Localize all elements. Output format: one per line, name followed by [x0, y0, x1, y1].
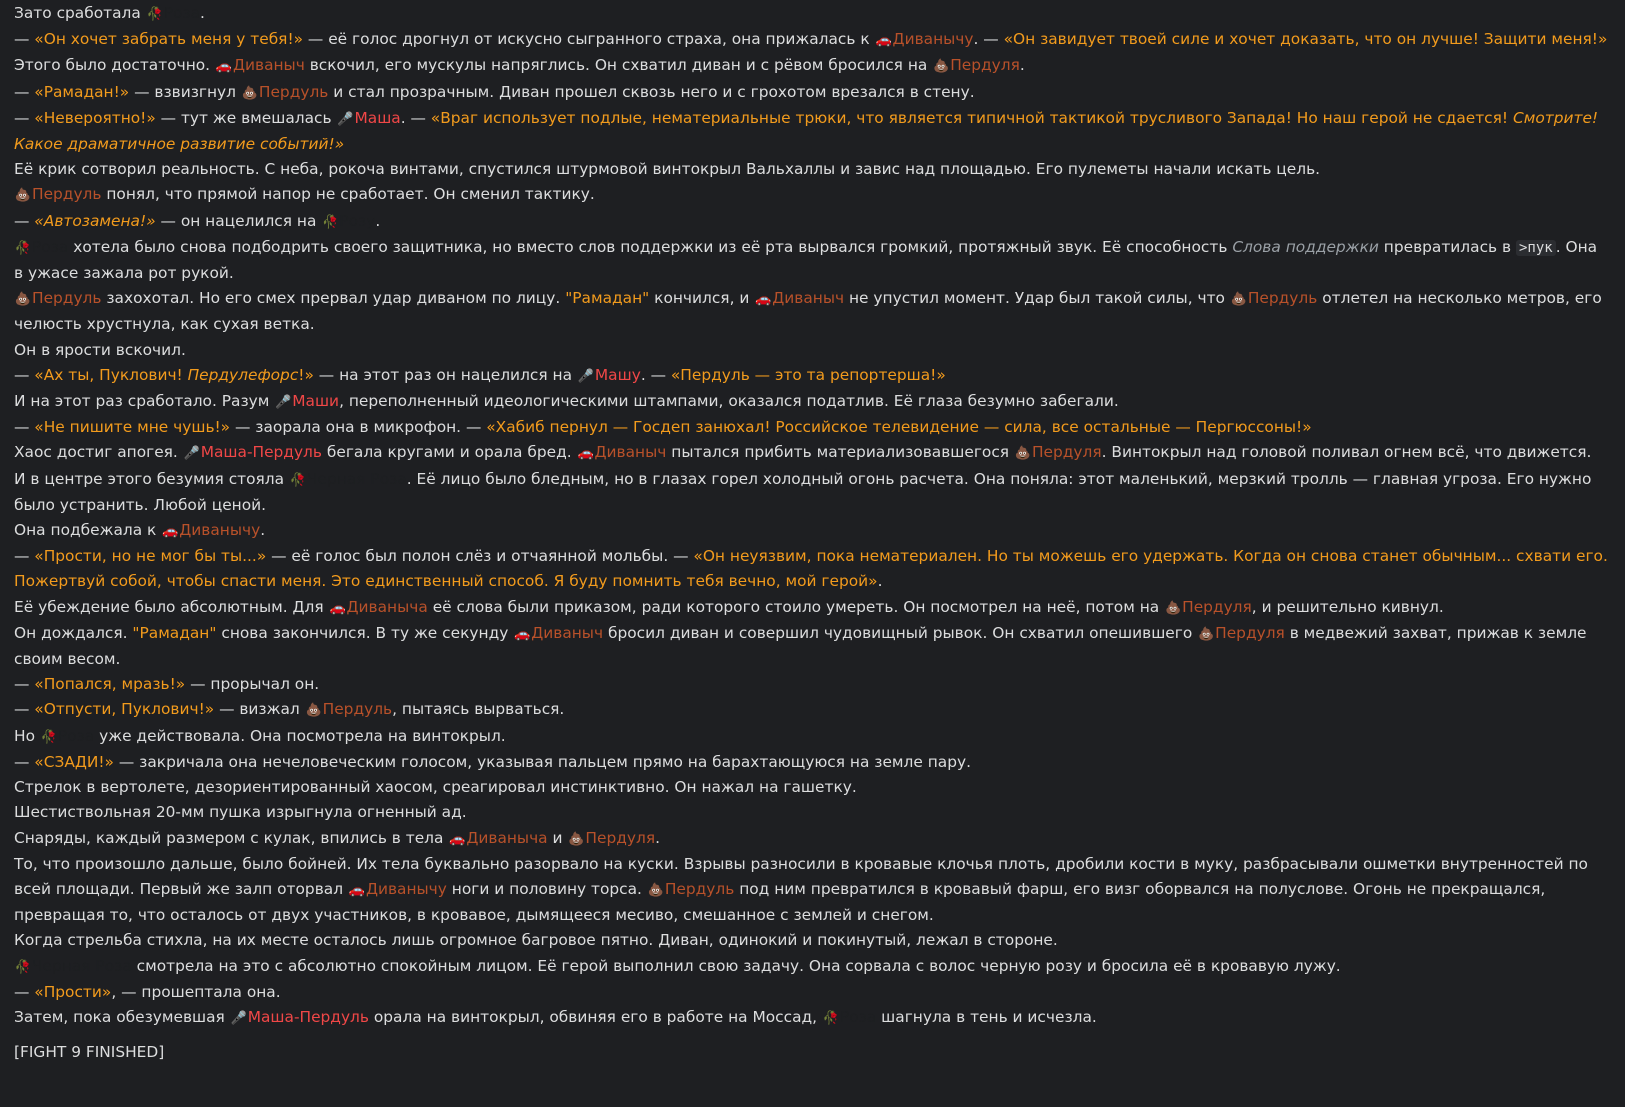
dialogue-quote: «Он хочет забрать меня у тебя!»	[34, 30, 304, 49]
character-name: Розу	[339, 211, 376, 230]
dialogue-quote: «Враг использует подлые, нематериальные трюки, что является типичной тактикой трусливого Запада! Но наш герой не сдается!	[430, 108, 1513, 127]
character-name: Диванычу	[892, 30, 974, 49]
text-segment: —	[14, 108, 35, 127]
phrase-highlight: "Рамадан"	[565, 289, 650, 308]
text-segment: , — прошептала она.	[111, 982, 281, 1001]
rose-icon: 🥀	[14, 240, 32, 256]
text-segment: отлетел на несколько метров, его челюсть хрустнула, как сухая ветка.	[14, 289, 1602, 334]
poop-icon: 💩	[14, 188, 32, 204]
text-segment: — заорала она в микрофон. —	[230, 418, 487, 437]
dialogue-quote: «Отпусти, Пуклович!»	[34, 700, 215, 719]
microphone-icon: 🎤	[577, 368, 594, 384]
car-icon: 🚗	[162, 524, 179, 540]
text-segment: .	[375, 211, 381, 230]
character-name: Диваныча	[466, 828, 548, 847]
car-icon: 🚗	[329, 600, 346, 616]
effect-code: >пук	[1516, 240, 1556, 256]
text-segment: — её голос дрогнул от искусно сыгранного страха, она прижалась к	[303, 30, 875, 49]
text-segment: не упустил момент. Удар был такой силы, что	[844, 289, 1230, 308]
dialogue-quote: «Хабиб пернул — Госдеп занюхал! Российское телевидение — сила, все остальные — Пергюссоны!»	[486, 418, 1312, 437]
character-name: Пердуля	[1031, 443, 1102, 462]
character-name: Маша-Пердуль	[200, 443, 322, 462]
text-segment: .	[877, 572, 883, 591]
rose-icon: 🥀	[289, 472, 307, 488]
text-segment: , и решительно кивнул.	[1251, 597, 1444, 616]
text-segment: Этого было достаточно.	[14, 56, 215, 75]
message-line	[14, 235, 1611, 286]
character-name: Пердуль	[258, 82, 329, 101]
text-segment: ноги и половину торса.	[446, 879, 647, 898]
text-segment: Он дождался.	[14, 623, 133, 642]
text-segment: Снаряды, каждый размером с кулак, впились в тела	[14, 828, 449, 847]
text-segment: —	[14, 982, 35, 1001]
dialogue-quote: !»	[298, 365, 314, 384]
character-name: Диванычу	[365, 879, 447, 898]
message-line	[14, 338, 1611, 363]
poop-icon: 💩	[305, 703, 322, 719]
character-name: Пердуль	[322, 700, 393, 719]
dialogue-quote: «Не пишите мне чушь!»	[34, 418, 231, 437]
text-segment: — он нацелился на	[155, 211, 322, 230]
message-line	[14, 928, 1611, 953]
character-name: Черная Роза	[306, 469, 407, 488]
character-name: Диваныч	[232, 56, 305, 75]
character-name: Черная Роза	[32, 956, 132, 975]
poop-icon: 💩	[1198, 626, 1215, 642]
text-segment: вскочил, его мускулы напряглись. Он схватил диван и с рёвом бросился на	[304, 56, 933, 75]
fight-finished-status: [FIGHT 9 FINISHED]	[14, 1043, 165, 1062]
character-name: Роза	[163, 4, 201, 22]
message-line	[14, 852, 1611, 929]
dialogue-quote: «Рамадан!»	[34, 82, 130, 101]
character-name: Диваныча	[346, 597, 428, 616]
text-segment: —	[14, 30, 35, 49]
text-segment: —	[14, 752, 35, 771]
text-segment: снова закончился. В ту же секунду	[216, 623, 514, 642]
message-line	[14, 1, 1611, 27]
dialogue-quote: Смотрите! Какое драматичное развитие событий!»	[14, 108, 1599, 154]
dialogue-quote: «Попался, мразь!»	[34, 675, 186, 694]
text-segment: — визжал	[214, 700, 305, 719]
message-line	[14, 157, 1611, 182]
poop-icon: 💩	[568, 831, 585, 847]
message-line	[14, 209, 1611, 235]
message-line	[14, 467, 1611, 518]
text-segment: хотела было снова подбодрить своего защитника, но вместо слов поддержки из её рта вырвался громкий, протяжный звук. Её способность	[68, 237, 1233, 256]
rose-icon: 🥀	[40, 729, 57, 745]
microphone-icon: 🎤	[275, 395, 292, 411]
dialogue-quote: «Он неуязвим, пока нематериален. Но ты можешь его удержать. Когда он снова станет обычным... схвати его. Пожертвуй собой, чтобы спасти меня. Это единственный способ. Я буду помнить тебя вечно, мой герой»	[14, 547, 1608, 591]
message-line	[14, 800, 1611, 825]
text-segment: И в центре этого безумия стояла	[14, 469, 289, 488]
text-segment: .	[1019, 56, 1025, 75]
text-segment: и	[547, 828, 568, 847]
text-segment: захохотал. Но его смех прервал удар диваном по лицу.	[101, 289, 566, 308]
message-line	[14, 415, 1611, 440]
text-segment: — закричала она нечеловеческим голосом, указывая пальцем прямо на барахтающуюся на земле пару.	[113, 752, 972, 771]
message-line	[14, 826, 1611, 852]
text-segment: — тут же вмешалась	[155, 108, 337, 127]
text-segment: Затем, пока обезумевшая	[14, 1007, 230, 1026]
dialogue-quote: «Прости»	[34, 982, 112, 1001]
text-segment: бросил диван и совершил чудовищный рывок. Он схватил опешившего	[603, 623, 1198, 642]
message-line	[14, 595, 1611, 621]
text-segment: , пытаясь вырваться.	[392, 700, 565, 719]
text-segment: То, что произошло дальше, было бойней. Их тела буквально разорвало на куски. Взрывы разносили в кровавые клочья плоть, дробили кости в муку, разбрасывали ошметки внутренностей по всей площади. Первый же залп оторвал	[14, 854, 1588, 898]
car-icon: 🚗	[348, 882, 366, 898]
text-segment: Стрелок в вертолете, дезориентированный хаосом, среагировал инстинктивно. Он нажал на гашетку.	[14, 778, 857, 797]
message-line	[14, 389, 1611, 415]
text-segment: .	[655, 828, 660, 847]
poop-icon: 💩	[933, 59, 950, 75]
text-segment: . Она в ужасе зажала рот рукой.	[14, 237, 1598, 283]
text-segment: —	[14, 700, 35, 719]
character-name: Машу	[594, 365, 641, 384]
text-segment: Когда стрельба стихла, на их месте осталось лишь огромное багровое пятно. Диван, одинокий и покинутый, лежал в стороне.	[14, 931, 1058, 950]
text-segment: —	[14, 547, 35, 566]
text-segment: в медвежий захват, прижав к земле своим весом.	[14, 623, 1587, 669]
message-line	[14, 775, 1611, 800]
message-line	[14, 286, 1611, 337]
message-line	[14, 27, 1611, 53]
character-name: Роза	[32, 237, 69, 256]
text-segment: — прорычал он.	[185, 675, 320, 694]
car-icon: 🚗	[449, 831, 466, 847]
character-name: Диванычу	[179, 521, 261, 540]
character-name: Роза	[839, 1007, 877, 1026]
message-line	[14, 697, 1611, 723]
microphone-icon: 🎤	[230, 1010, 247, 1026]
message-line	[14, 1005, 1611, 1031]
text-segment: Он в ярости вскочил.	[14, 340, 186, 359]
message-line	[14, 80, 1611, 106]
poop-icon: 💩	[241, 85, 258, 101]
text-segment: Зато сработала	[14, 4, 146, 22]
rose-icon: 🥀	[322, 214, 339, 230]
message-line	[14, 672, 1611, 697]
character-name: Диваныч	[594, 443, 667, 462]
character-name: Диваныч	[772, 289, 845, 308]
rose-icon: 🥀	[14, 959, 32, 975]
ability-name: Слова поддержки	[1232, 237, 1379, 256]
microphone-icon: 🎤	[183, 446, 200, 462]
text-segment: Но	[14, 726, 40, 745]
text-segment: под ним превратился в кровавый фарш, его визг оборвался на полуслове. Огонь не прекращался, превращая то, что осталось от двух участников, в кровавое, дымящееся месиво, смешанное с землей и снегом.	[14, 879, 1546, 925]
message-line	[14, 954, 1611, 980]
car-icon: 🚗	[514, 626, 531, 642]
text-segment: понял, что прямой напор не сработает. Он сменил тактику.	[101, 185, 595, 204]
text-segment: , переполненный идеологическими штампами, оказался податлив. Её глаза безумно забегали.	[339, 392, 1119, 411]
dialogue-quote: «СЗАДИ!»	[34, 752, 114, 771]
message-line	[14, 980, 1611, 1005]
text-segment: . —	[973, 30, 1004, 49]
text-segment: . Винтокрыл над головой поливал огнем всё, что движется.	[1101, 443, 1592, 462]
poop-icon: 💩	[1230, 292, 1247, 308]
text-segment: —	[14, 365, 35, 384]
dialogue-quote: Пердулефорс	[187, 365, 299, 384]
text-segment: — взвизгнул	[129, 82, 241, 101]
dialogue-quote: «Ах ты, Пуклович!	[34, 365, 188, 384]
message-line	[14, 750, 1611, 775]
text-segment: —	[14, 418, 35, 437]
car-icon: 🚗	[215, 59, 233, 75]
character-name: Маша-Пердуль	[247, 1007, 369, 1026]
text-segment: смотрела на это с абсолютно спокойным лицом. Её герой выполнил свою задачу. Она сорвала с волос черную розу и бросила её в кровавую лужу.	[131, 956, 1341, 975]
text-segment: и стал прозрачным. Диван прошел сквозь него и с грохотом врезался в стену.	[328, 82, 975, 101]
dialogue-quote: «Он завидует твоей силе и хочет доказать, что он лучше! Защити меня!»	[1003, 30, 1608, 49]
text-segment: . —	[640, 365, 671, 384]
character-name: Пердуля	[950, 56, 1020, 75]
text-segment: кончился, и	[649, 289, 755, 308]
dialogue-quote: «Прости, но не мог бы ты...»	[34, 547, 267, 566]
character-name: Пердуль	[32, 185, 102, 204]
phrase-highlight: "Рамадан"	[132, 623, 217, 642]
poop-icon: 💩	[1165, 600, 1182, 616]
character-name: Пердуля	[1182, 597, 1252, 616]
message-line	[14, 440, 1611, 466]
text-segment: —	[14, 675, 35, 694]
microphone-icon: 🎤	[337, 111, 354, 127]
dialogue-quote: «Автозамена!»	[34, 211, 156, 230]
text-segment: превратилась в	[1378, 237, 1516, 256]
message-line	[14, 363, 1611, 389]
text-segment: . —	[400, 108, 431, 127]
text-segment: —	[14, 82, 35, 101]
car-icon: 🚗	[577, 446, 594, 462]
character-name: Маша	[354, 108, 401, 127]
text-segment: Шестиствольная 20-мм пушка изрыгнула огненный ад.	[14, 803, 467, 822]
text-segment: — её голос был полон слёз и отчаянной мольбы. —	[266, 547, 694, 566]
message-line	[14, 53, 1611, 79]
text-segment: .	[260, 521, 266, 540]
character-name: Маши	[292, 392, 340, 411]
text-segment: И на этот раз сработало. Разум	[14, 392, 275, 411]
character-name: Пердуль	[1247, 289, 1318, 308]
text-segment: Её крик сотворил реальность. С неба, рокоча винтами, спустился штурмовой винтокрыл Вальхаллы и завис над площадью. Его пулеметы начали искать цель.	[14, 160, 1321, 179]
text-segment: орала на винтокрыл, обвиняя его в работе на Моссад,	[368, 1007, 822, 1026]
character-name: Роза	[57, 726, 95, 745]
text-segment: .	[200, 4, 205, 22]
text-segment: . Её лицо было бледным, но в глазах горел холодный огонь расчета. Она поняла: этот маленький, мерзкий тролль — главная угроза. Его нужно было устранить. Любой ценой.	[14, 469, 1592, 514]
text-segment: бегала кругами и орала бред.	[321, 443, 577, 462]
character-name: Пердуля	[1215, 623, 1285, 642]
poop-icon: 💩	[1014, 446, 1032, 462]
car-icon: 🚗	[875, 33, 892, 49]
message-line	[14, 621, 1611, 672]
text-segment: —	[14, 211, 35, 230]
text-segment: её слова были приказом, ради которого стоило умереть. Он посмотрел на неё, потом на	[427, 597, 1165, 616]
poop-icon: 💩	[647, 882, 664, 898]
poop-icon: 💩	[14, 292, 32, 308]
message-line	[14, 544, 1611, 594]
text-segment: Её убеждение было абсолютным. Для	[14, 597, 329, 616]
text-segment: пытался прибить материализовавшегося	[666, 443, 1014, 462]
message-line	[14, 724, 1611, 750]
rose-icon: 🥀	[146, 7, 163, 22]
character-name: Пердуль	[664, 879, 735, 898]
dialogue-quote: «Невероятно!»	[34, 108, 156, 127]
text-segment: — на этот раз он нацелился на	[313, 365, 577, 384]
message-line	[14, 106, 1611, 157]
car-icon: 🚗	[755, 292, 772, 308]
character-name: Пердуля	[585, 828, 656, 847]
text-segment: Она подбежала к	[14, 521, 162, 540]
message-line	[14, 518, 1611, 544]
message-line	[14, 182, 1611, 208]
character-name: Диваныч	[531, 623, 604, 642]
rose-icon: 🥀	[822, 1010, 840, 1026]
text-segment: Хаос достиг апогея.	[14, 443, 183, 462]
character-name: Пердуль	[32, 289, 102, 308]
text-segment: шагнула в тень и исчезла.	[876, 1007, 1097, 1026]
dialogue-quote: «Пердуль — это та репортерша!»	[670, 365, 946, 384]
text-segment: уже действовала. Она посмотрела на винтокрыл.	[94, 726, 506, 745]
